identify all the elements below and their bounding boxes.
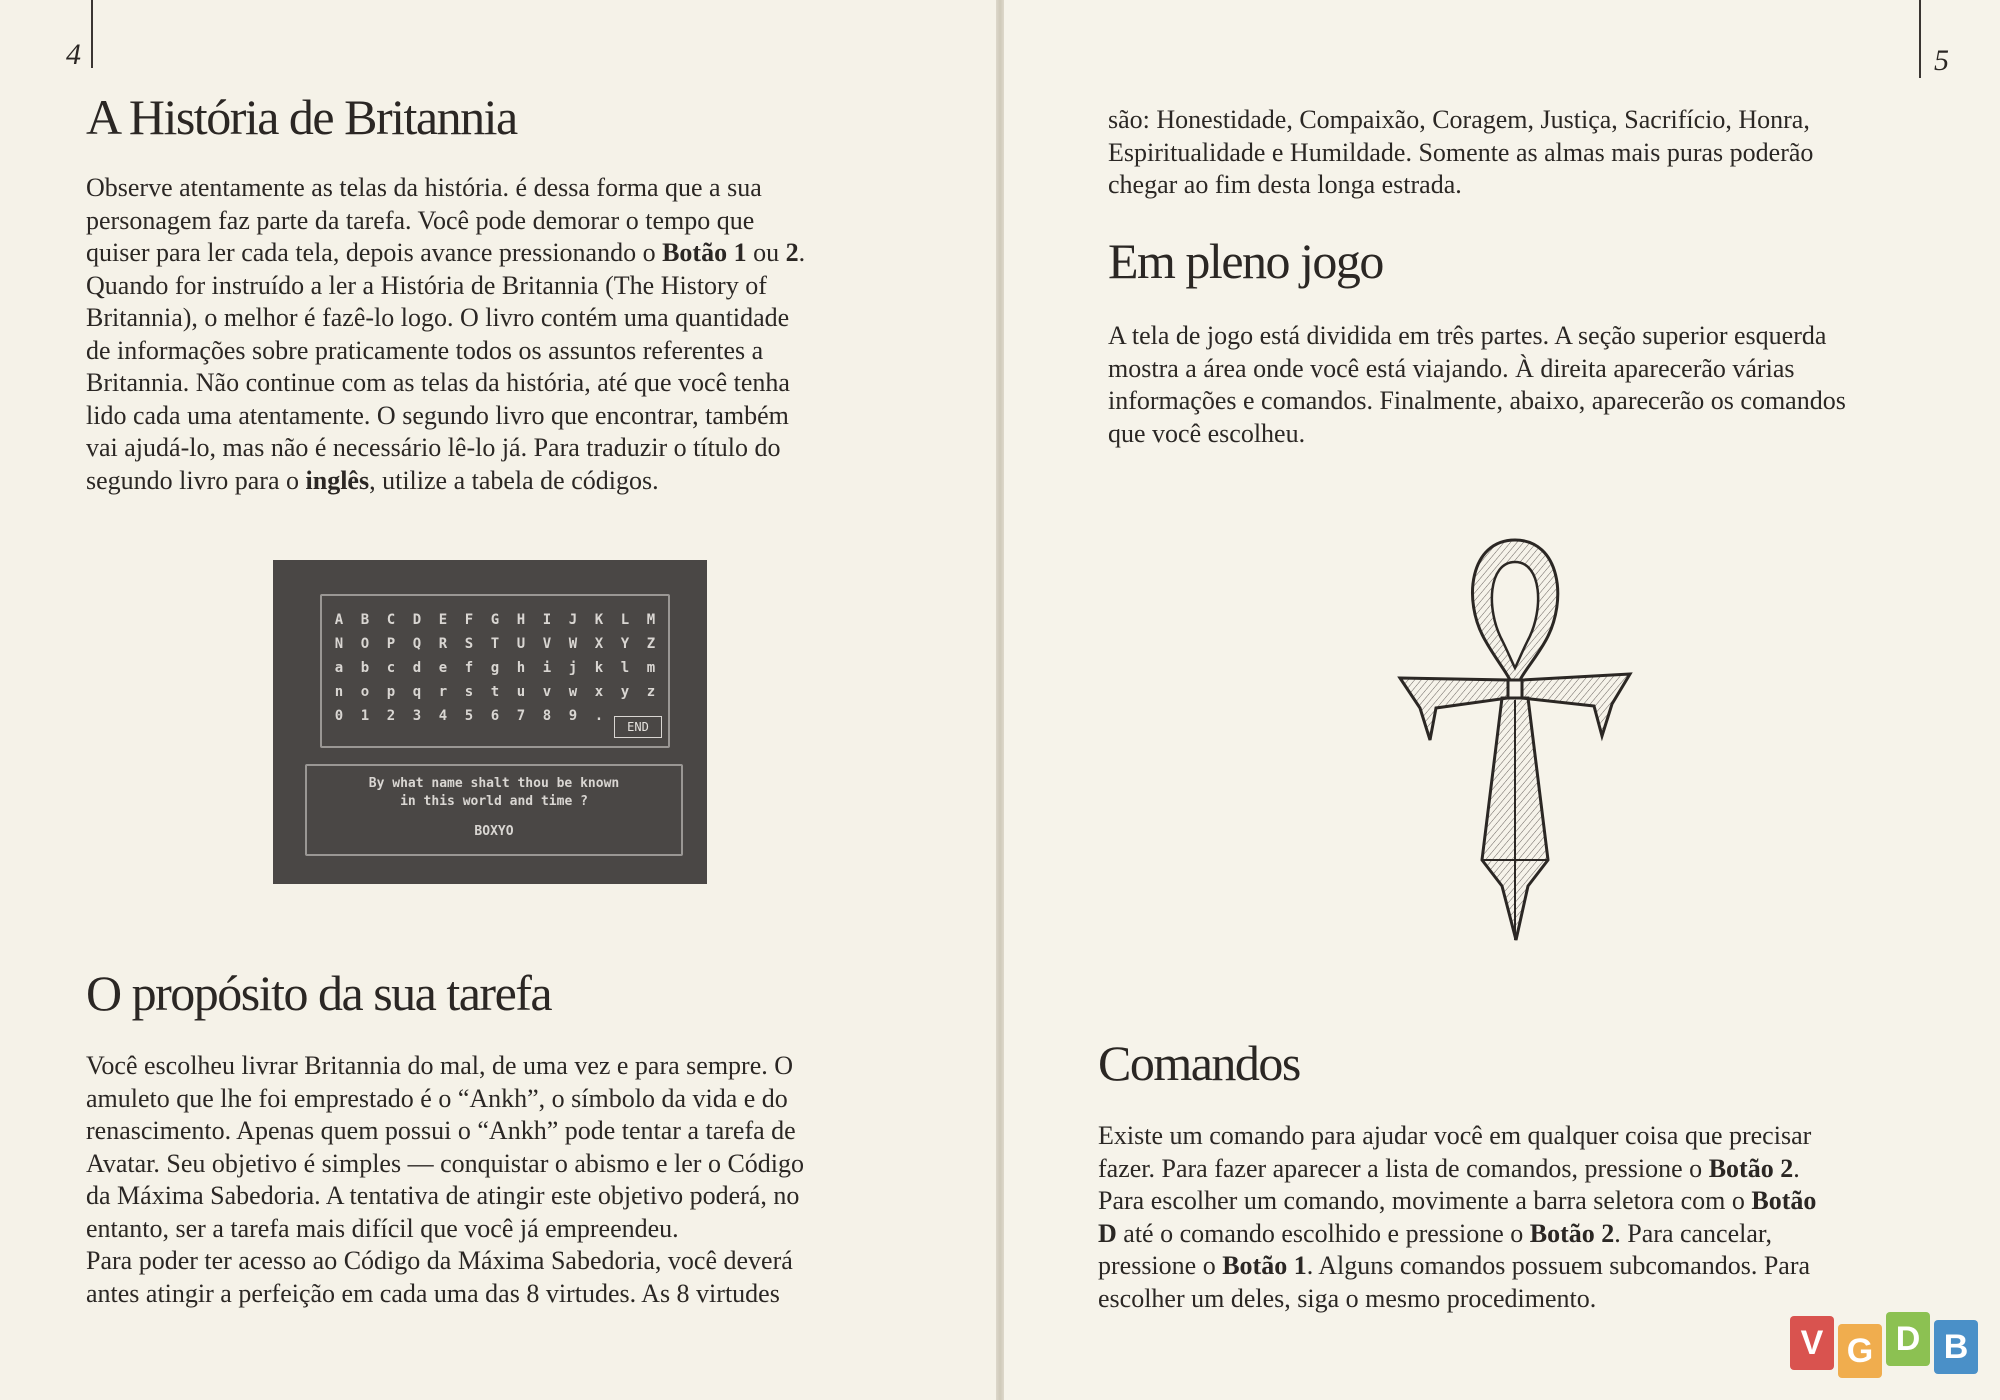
paragraph-purpose: Você escolheu livrar Britannia do mal, de uma vez e para sempre. O amuleto que lhe foi emprestado é o “Ankh”, o símbolo da vida e do renascimento. Apenas quem possui o “Ankh” pode tentar a tarefa de Avatar. Seu objetivo é simples — conquistar o abismo e ler o Código da Máxima Sabedoria. A tentativa de atingir este objetivo poderá, no entanto, ser a tarefa mais difícil que você já empreendeu. Para poder ter acesso ao Código da Máxima Sabedoria, você deverá antes atingir a perfeição em cada uma das 8 virtudes. As 8 virtudes (86, 1051, 805, 1308)
grid-row: a b c d e f g h i j k l m (334, 660, 656, 676)
character-grid (320, 594, 670, 748)
section-heading-history: A História de Britannia (86, 89, 517, 145)
page-number-rule-right (1919, 0, 1921, 78)
grid-row: A B C D E F G H I J K L M (334, 612, 656, 628)
game-screenshot (273, 560, 707, 884)
page-number-left: 4 (66, 38, 81, 71)
section-heading-commands: Comandos (1098, 1035, 1300, 1091)
entered-name: BOXYO (474, 824, 514, 839)
vgdb-tile-b: B (1934, 1320, 1978, 1374)
ankh-illustration (1390, 530, 1640, 950)
paragraph-history: Observe atentamente as telas da história. é dessa forma que a sua personagem faz parte da tarefa. Você pode demorar o tempo que quiser para ler cada tela, depois avance pressionando o Botão 1 ou 2. Quando for instruído a ler a História de Britannia (The History of Britannia), o melhor é fazê-lo logo. O livro contém uma quantidade de informações sobre praticamente todos os assuntos referentes a Britannia. Não continue com as telas da história, até que você tenha lido cada uma atentamente. O segundo livro que encontrar, também vai ajudá-lo, mas não é necessário lê-lo já. Para traduzir o título do segundo livro para o inglês, utilize a tabela de códigos. (86, 173, 806, 495)
page-number-rule-left (91, 0, 93, 68)
vgdb-tile-g: G (1838, 1324, 1882, 1378)
paragraph-virtues-continued: são: Honestidade, Compaixão, Coragem, Justiça, Sacrifício, Honra, Espiritualidade e Humildade. Somente as almas mais puras poderão chegar ao fim desta longa estrada. (1108, 105, 1814, 199)
grid-row: n o p q r s t u v w x y z (334, 684, 656, 700)
grid-row: N O P Q R S T U V W X Y Z (334, 636, 656, 652)
prompt-line-1: By what name shalt thou be known (368, 776, 620, 791)
page-number-right: 5 (1934, 44, 1949, 77)
end-button: END (614, 716, 662, 738)
paragraph-gameplay: A tela de jogo está dividida em três partes. A seção superior esquerda mostra a área onde você está viajando. À direita aparecerão várias informações e comandos. Finalmente, abaixo, aparecerão os comandos que você escolheu. (1108, 321, 1846, 448)
vgdb-watermark (1790, 1312, 1986, 1378)
vgdb-tile-v: V (1790, 1316, 1834, 1370)
book-gutter (996, 0, 1004, 1400)
section-heading-purpose: O propósito da sua tarefa (86, 965, 552, 1021)
name-prompt-box (305, 764, 683, 856)
vgdb-tile-d: D (1886, 1312, 1930, 1366)
grid-row: 0 1 2 3 4 5 6 7 8 9 . (334, 708, 604, 724)
paragraph-commands: Existe um comando para ajudar você em qualquer coisa que precisar fazer. Para fazer aparecer a lista de comandos, pressione o Botão 2. Para escolher um comando, movimente a barra seletora com o Botão D até o comando escolhido e pressione o Botão 2. Para cancelar, pressione o Botão 1. Alguns comandos possuem subcomandos. Para escolher um deles, siga o mesmo procedimento. (1098, 1121, 1817, 1313)
section-heading-gameplay: Em pleno jogo (1108, 233, 1383, 289)
prompt-line-2: in this world and time ? (400, 794, 588, 809)
